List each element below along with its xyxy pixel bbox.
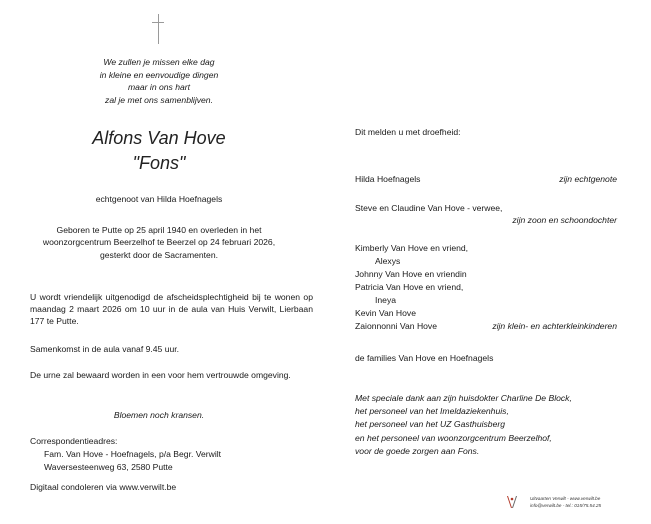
grandchild-line: Ineya bbox=[375, 295, 397, 305]
correspondence-address-1: Fam. Van Hove - Hoefnagels, p/a Begr. Verwilt bbox=[44, 449, 222, 459]
online-condolence: Digitaal condoleren via www.verwilt.be bbox=[30, 482, 177, 492]
poem-line: We zullen je missen elke dag bbox=[103, 57, 215, 67]
footer-line-2: info@verwilt.be - tel.: 015/75.54.25 bbox=[530, 503, 602, 508]
thanks-line: het personeel van het UZ Gasthuisberg bbox=[355, 419, 506, 430]
footer-line-1: Uitvaarten Verwilt - www.verwilt.be bbox=[530, 496, 601, 501]
thanks-line: Met speciale dank aan zijn huisdokter Charline De Block, bbox=[355, 393, 572, 403]
grandchild-line: Johnny Van Hove en vriendin bbox=[355, 269, 467, 279]
poem-line: maar in ons hart bbox=[127, 82, 191, 93]
grandchild-line: Alexys bbox=[375, 256, 401, 266]
announcement-intro: Dit melden u met droefheid: bbox=[355, 127, 461, 137]
spouse-role: zijn echtgenote bbox=[559, 174, 617, 184]
grandchildren-role: zijn klein- en achterkleinkinderen bbox=[492, 321, 617, 331]
thanks-block bbox=[355, 392, 572, 458]
thanks-line: het personeel van het Imeldaziekenhuis, bbox=[355, 406, 509, 417]
bio-line: woonzorgcentrum Beerzelhof te Beerzel op 24 februari 2026, bbox=[42, 237, 276, 248]
urn-note: De urne zal bewaard worden in een voor hem vertrouwde omgeving. bbox=[30, 370, 291, 380]
spouse-line: echtgenoot van Hilda Hoefnagels bbox=[95, 194, 223, 204]
grandchild-line: Zaionnonni Van Hove bbox=[355, 321, 438, 331]
memorial-poem bbox=[0, 56, 318, 106]
flowers-note: Bloemen noch kransen. bbox=[113, 410, 205, 420]
correspondence-label: Correspondentieadres: bbox=[30, 436, 118, 446]
grandchild-line: Kevin Van Hove bbox=[355, 308, 416, 318]
families-line: de families Van Hove en Hoefnagels bbox=[355, 353, 494, 363]
thanks-line: voor de goede zorgen aan Fons. bbox=[355, 445, 480, 456]
poem-line: in kleine en eenvoudige dingen bbox=[99, 69, 219, 80]
grandchild-line: Patricia Van Hove en vriend, bbox=[355, 282, 464, 292]
gathering-time: Samenkomst in de aula vanaf 9.45 uur. bbox=[30, 344, 180, 354]
poem-line: zal je met ons samenblijven. bbox=[105, 94, 213, 105]
funeral-home-logo-icon bbox=[506, 494, 518, 510]
ceremony-invitation: U wordt vriendelijk uitgenodigd de afscheidsplechtigheid bij te wonen op maandag 2 maart 2026 om 10 uur in de aula van Huis Verwilt, Lierbaan 177 te Putte. bbox=[30, 292, 313, 327]
son-names: Steve en Claudine Van Hove - verwee, bbox=[355, 203, 503, 213]
bio-line: Geboren te Putte op 25 april 1940 en overleden in het bbox=[56, 225, 262, 235]
cross-icon bbox=[152, 14, 164, 44]
spouse-name: Hilda Hoefnagels bbox=[355, 174, 421, 184]
deceased-nickname: "Fons" bbox=[132, 153, 186, 173]
biography bbox=[0, 224, 318, 261]
grandchild-line: Kimberly Van Hove en vriend, bbox=[355, 243, 469, 253]
thanks-line: en het personeel van woonzorgcentrum Beerzelhof, bbox=[355, 432, 552, 443]
son-role: zijn zoon en schoondochter bbox=[512, 215, 617, 225]
deceased-name: Alfons Van Hove bbox=[92, 128, 226, 148]
bio-line: gesterkt door de Sacramenten. bbox=[100, 249, 218, 260]
correspondence-address-2: Waversesteenweg 63, 2580 Putte bbox=[44, 462, 173, 472]
